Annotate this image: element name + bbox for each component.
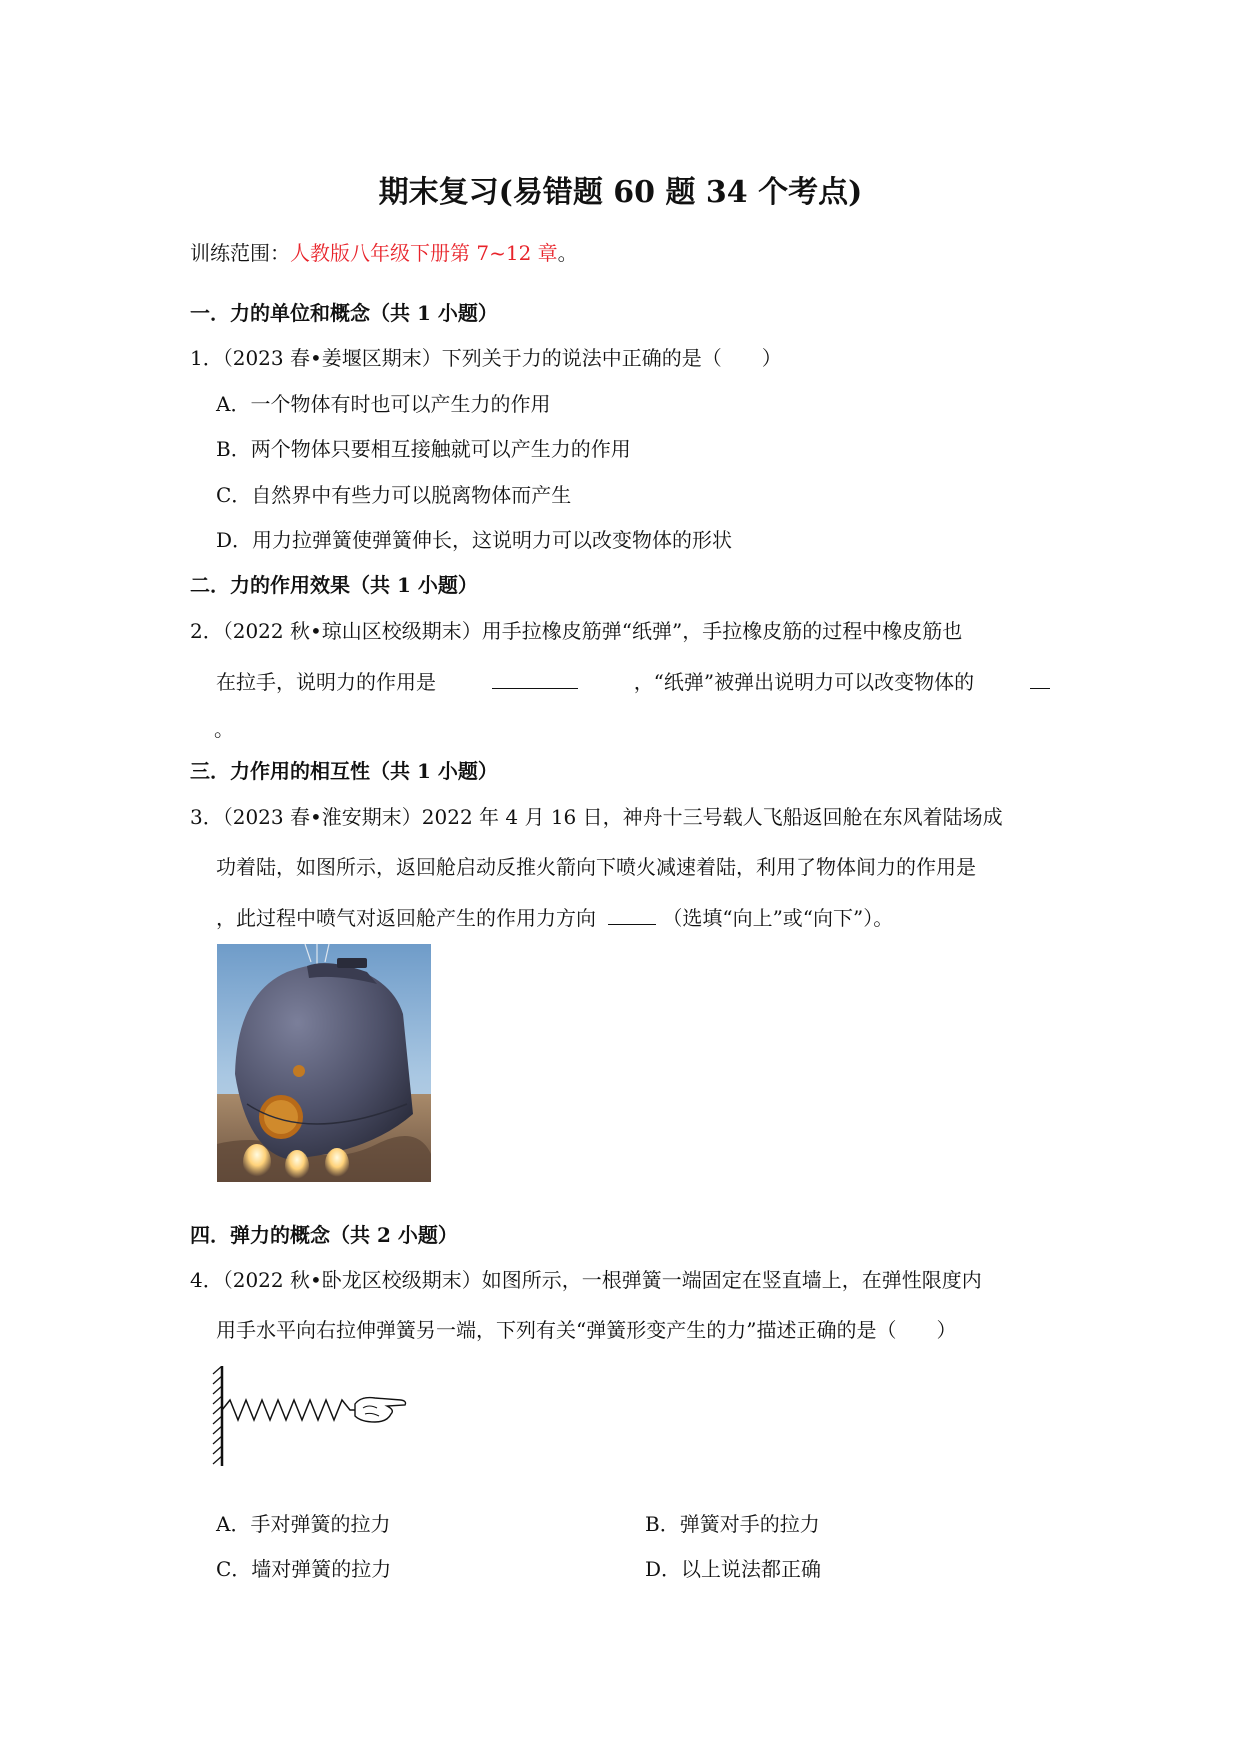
question-1-option-a: A．一个物体有时也可以产生力的作用 bbox=[216, 392, 551, 416]
question-4-option-a: A．手对弹簧的拉力 bbox=[216, 1512, 391, 1536]
section-heading-4: 四．弹力的概念（共 2 小题） bbox=[190, 1223, 458, 1247]
scope-end: 。 bbox=[557, 241, 578, 265]
question-1-option-c: C．自然界中有些力可以脱离物体而产生 bbox=[216, 483, 572, 507]
training-scope bbox=[190, 240, 578, 266]
question-4-option-c: C．墙对弹簧的拉力 bbox=[216, 1557, 392, 1581]
question-2-line-2 bbox=[216, 668, 1050, 695]
question-1-stem: 1．（2023 春•姜堰区期末）下列关于力的说法中正确的是（ ） bbox=[190, 346, 782, 370]
page-title: 期末复习(易错题 60 题 34 个考点) bbox=[378, 175, 863, 210]
section-heading-2: 二．力的作用效果（共 1 小题） bbox=[190, 573, 478, 597]
question-1-option-d: D．用力拉弹簧使弹簧伸长，这说明力可以改变物体的形状 bbox=[216, 528, 733, 552]
answer-blank-1[interactable] bbox=[492, 668, 578, 689]
question-3-text-b: （选填“向上”或“向下”）。 bbox=[662, 906, 894, 930]
question-4-line-1: 4．（2022 秋•卧龙区校级期末）如图所示，一根弹簧一端固定在竖直墙上，在弹性限度内 bbox=[190, 1268, 982, 1292]
question-1-option-b: B．两个物体只要相互接触就可以产生力的作用 bbox=[216, 437, 631, 461]
section-heading-1: 一．力的单位和概念（共 1 小题） bbox=[190, 301, 498, 325]
question-3-text-a: ，此过程中喷气对返回舱产生的作用力方向 bbox=[216, 906, 596, 930]
question-2-text-a: 在拉手，说明力的作用是 bbox=[216, 670, 436, 694]
spring-wall-hand-diagram bbox=[205, 1366, 425, 1466]
question-3-line-3 bbox=[216, 904, 893, 931]
scope-label: 训练范围： bbox=[190, 241, 290, 265]
question-4-line-2: 用手水平向右拉伸弹簧另一端，下列有关“弹簧形变产生的力”描述正确的是（ ） bbox=[216, 1318, 957, 1342]
question-3-line-1: 3．（2023 春•淮安期末）2022 年 4 月 16 日，神舟十三号载人飞船返回舱在东风着陆场成 bbox=[190, 805, 1003, 829]
answer-blank-3[interactable] bbox=[608, 904, 656, 925]
question-2-text-b: ，“纸弹”被弹出说明力可以改变物体的 bbox=[633, 670, 975, 694]
question-4-option-b: B．弹簧对手的拉力 bbox=[645, 1512, 820, 1536]
answer-blank-2[interactable] bbox=[1030, 668, 1050, 689]
question-3-line-2: 功着陆，如图所示，返回舱启动反推火箭向下喷火减速着陆，利用了物体间力的作用是 bbox=[216, 855, 976, 879]
reentry-capsule-image bbox=[217, 944, 431, 1182]
scope-value: 人教版八年级下册第 7~12 章 bbox=[290, 241, 558, 265]
section-heading-3: 三．力作用的相互性（共 1 小题） bbox=[190, 759, 498, 783]
question-2-line-3: 。 bbox=[214, 717, 234, 741]
question-4-option-d: D．以上说法都正确 bbox=[645, 1557, 822, 1581]
question-2-line-1: 2．（2022 秋•琼山区校级期末）用手拉橡皮筋弹“纸弹”，手拉橡皮筋的过程中橡皮筋也 bbox=[190, 619, 963, 643]
